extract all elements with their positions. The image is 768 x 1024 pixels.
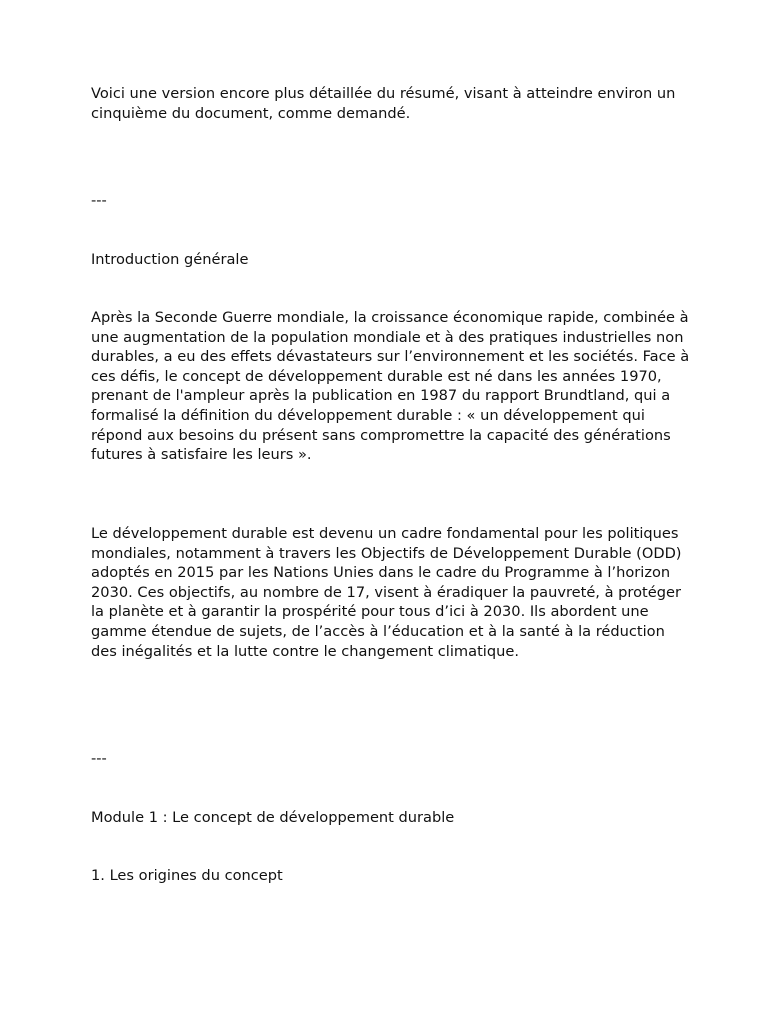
separator: ---	[91, 192, 107, 209]
separator: ---	[91, 750, 107, 767]
section-heading-module-1: Module 1 : Le concept de développement durable	[91, 809, 455, 826]
paragraph-brundtland: Après la Seconde Guerre mondiale, la croissance économique rapide, combinée à une augmentation de la population mondiale et à des pratiques industrielles non durables, a eu des effets dévastateurs sur l’environnement et les sociétés. Face à ces défis, le concept de développement durable est né dans les années 1970, prenant de l'ampleur après la publication en 1987 du rapport Brundtland, qui a formalisé la définition du développement durable : « un développement qui répond aux besoins du présent sans compromettre la capacité des générations futures à satisfaire les leurs ».	[91, 309, 690, 464]
paragraph-odd: Le développement durable est devenu un cadre fondamental pour les politiques mondiales, notamment à travers les Objectifs de Développement Durable (ODD) adoptés en 2015 par les Nations Unies dans le cadre du Programme à l’horizon 2030. Ces objectifs, au nombre de 17, visent à éradiquer la pauvreté, à protéger la planète et à garantir la prospérité pour tous d’ici à 2030. Ils abordent une gamme étendue de sujets, de l’accès à l’éducation et à la santé à la réduction des inégalités et la lutte contre le changement climatique.	[91, 525, 682, 660]
subsection-heading-origins: 1. Les origines du concept	[91, 867, 283, 884]
section-heading-introduction: Introduction générale	[91, 251, 249, 268]
intro-note: Voici une version encore plus détaillée du résumé, visant à atteindre environ un cinquième du document, comme demandé.	[91, 85, 676, 122]
